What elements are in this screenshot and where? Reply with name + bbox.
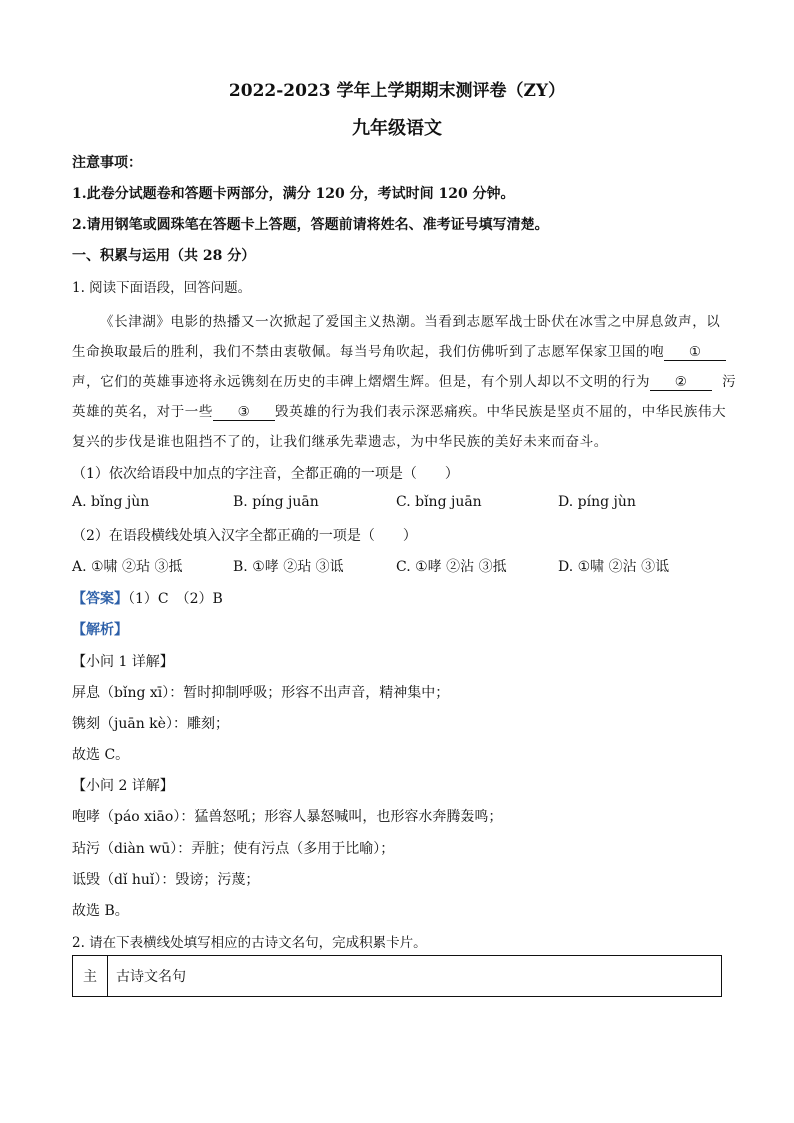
option-2c: C. ①哮 ②沾 ③抵 [396,559,507,575]
detail-1-line-1: 屏息（bǐng xī）：暂时抑制呼吸；形容不出声音，精神集中； [72,685,450,701]
analysis-tag: 【解析】 [72,622,128,638]
blank-1: ① [664,344,726,361]
answer-tag: 【答案】 [72,591,128,607]
passage-line-1: 《长津湖》电影的热播又一次掀起了爱国主义热潮。当看到志愿军战士卧伏在冰雪之中屏息敛声，以 [100,314,721,330]
table-cell-header: 古诗文名句 [108,956,722,997]
notes-heading: 注意事项： [72,155,142,171]
option-1b: B. píng juān [233,494,319,510]
blank-2: ② [650,374,712,391]
option-2d: D. ①啸 ②沾 ③诋 [558,559,670,575]
detail-2-heading: 【小问 2 详解】 [72,778,174,794]
blank-3: ③ [213,404,275,421]
detail-2-line-2: 玷污（diàn wū）：弄脏；使有污点（多用于比喻）； [72,841,395,857]
detail-1-heading: 【小问 1 详解】 [72,654,174,670]
detail-1-line-3: 故选 C。 [72,747,130,763]
option-2a: A. ①啸 ②玷 ③抵 [72,559,183,575]
option-2b: B. ①哮 ②玷 ③诋 [233,559,344,575]
notes-item-1: 1.此卷分试题卷和答题卡两部分，满分 120 分，考试时间 120 分钟。 [72,186,515,202]
question-1-prompt: 1. 阅读下面语段，回答问题。 [72,280,252,296]
table-cell-theme: 主 [73,956,108,997]
table-row [73,956,722,997]
option-1d: D. píng jùn [558,494,636,510]
detail-2-line-4: 故选 B。 [72,903,129,919]
exam-subtitle: 九年级语文 [352,118,442,139]
accumulation-card-table [72,955,722,997]
notes-item-2: 2.请用钢笔或圆珠笔在答题卡上答题，答题前请将姓名、准考证号填写清楚。 [72,217,549,233]
answer-line [72,588,223,608]
answer-text: （1）C （2）B [128,591,223,607]
detail-2-line-1: 咆哮（páo xiāo）：猛兽怒吼；形容人暴怒喊叫，也形容水奔腾轰鸣； [72,809,503,825]
sub-question-2: （2）在语段横线处填入汉字全都正确的一项是（ ） [72,528,417,544]
passage-line-5: 复兴的步伐是谁也阻挡不了的，让我们继承先辈遗志，为中华民族的美好未来而奋斗。 [72,434,608,450]
passage-line-2: 生命换取最后的胜利，我们不禁由衷敬佩。每当号角吹起，我们仿佛听到了志愿军保家卫国的咆 ① [72,340,726,361]
exam-title: 2022-2023 学年上学期期末测评卷（ZY） [228,81,566,101]
passage-line-4: 英雄的英名，对于一些 ③ 毁英雄的行为我们表示深恶痛疾。中华民族是坚贞不屈的，中华民族伟大 [72,404,727,420]
detail-1-line-2: 镌刻（juān kè）：雕刻； [72,716,229,732]
option-1c: C. bǐng juān [396,494,482,510]
section-heading: 一、积累与运用（共 28 分） [72,248,256,264]
detail-2-line-3: 诋毁（dǐ huǐ）：毁谤；污蔑； [72,872,260,888]
option-1a: A. bǐng jùn [72,494,150,510]
passage-line-3: 声，它们的英雄事迹将永远镌刻在历史的丰碑上熠熠生辉。但是，有个别人却以不文明的行为 ② 污 [72,374,737,390]
sub-question-1: （1）依次给语段中加点的字注音，全都正确的一项是（ ） [72,466,459,482]
question-2-prompt: 2. 请在下表横线处填写相应的古诗文名句，完成积累卡片。 [72,935,427,951]
